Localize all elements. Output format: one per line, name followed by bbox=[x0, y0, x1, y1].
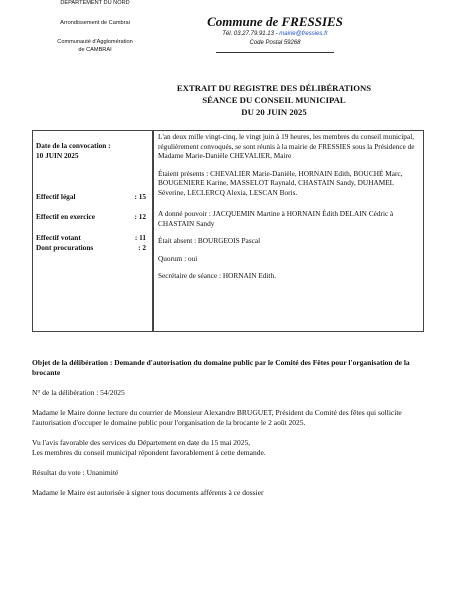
stat-row bbox=[36, 192, 146, 202]
stat-label: Effectif légal bbox=[36, 192, 76, 201]
stat-row bbox=[36, 212, 146, 222]
communaute-label: Communauté d'Agglomération de CAMBRAI bbox=[57, 39, 133, 53]
authorization-line: Madame le Maire est autorisée à signer tous documents afférents à ce dossier bbox=[32, 488, 264, 497]
postal-code: Code Postal 59268 bbox=[249, 40, 301, 46]
document-title bbox=[150, 82, 398, 118]
stat-label: Effectif en exercice bbox=[36, 212, 96, 221]
stat-row bbox=[36, 243, 146, 253]
convocation-date: 10 JUIN 2025 bbox=[36, 150, 79, 160]
convocation-label: Date de la convocation : bbox=[36, 141, 111, 150]
contact-line bbox=[190, 30, 360, 39]
absent-members: Était absent : BOURGEOIS Pascal bbox=[158, 236, 261, 245]
proxy-votes: A donné pouvoir : JACQUEMIN Martine à HORNAIN Édith DELAIN Cédric à CHASTAIN Sandy bbox=[158, 209, 394, 228]
paragraph-letter: Madame le Maire donne lecture du courrier de Monsieur Alexandre BRUGUET, Président du Comité des fêtes qui sollicite l'autorisation d'occuper le domaine public pour l'organisation de la brocante le 2 août 2025. bbox=[32, 408, 402, 427]
session-info-box bbox=[32, 130, 154, 332]
stat-value: : 15 bbox=[134, 192, 146, 201]
title-line-1: EXTRAIT DU REGISTRE DES DÉLIBÉRATIONS bbox=[176, 83, 372, 93]
arrondissement-label: Arrondissement de Cambrai bbox=[60, 19, 130, 26]
stat-label: Dont procurations bbox=[36, 243, 94, 252]
commune-title: Commune de FRESSIES bbox=[207, 14, 343, 29]
deliberation-body bbox=[32, 358, 424, 498]
quorum-line: Quorum : oui bbox=[158, 253, 198, 263]
stat-value: : 11 bbox=[134, 233, 146, 242]
present-members: Étaient présents : CHEVALIER Marie-Danièle, HORNAIN Edith, BOUCHÉ Marc, BOUGENIERE Karine, MASSELOT Raynald, CHASTAIN Sandy, DUHAMEL Séverine, LECLERCQ Alexia, LESCAN Boris. bbox=[158, 168, 403, 197]
attendance-content bbox=[158, 132, 420, 281]
department-label: DEPARTEMENT DU NORD bbox=[60, 0, 130, 6]
stat-value: : 2 bbox=[138, 243, 146, 252]
deliberation-number: N° de la délibération : 54/2025 bbox=[32, 388, 125, 397]
title-line-3: DU 20 JUIN 2025 bbox=[241, 107, 307, 117]
stat-row bbox=[36, 233, 146, 243]
header-left bbox=[40, 0, 150, 54]
secretary-line: Secrétaire de séance : HORNAIN Edith. bbox=[158, 271, 276, 280]
header-right bbox=[190, 14, 360, 53]
paragraph-response: Les membres du conseil municipal répondent favorablement à cette demande. bbox=[32, 448, 266, 457]
stat-label: Effectif votant bbox=[36, 233, 81, 242]
email-link[interactable]: mairie@fressies.fr bbox=[279, 31, 328, 37]
title-line-2: SÉANCE DU CONSEIL MUNICIPAL bbox=[202, 95, 346, 105]
tel-text: Tél. 03.27.79.91.13 - bbox=[222, 31, 278, 37]
vote-result: Résultat du vote : Unanimité bbox=[32, 468, 119, 477]
session-intro: L'an deux mille vingt-cinq, le vingt juin à 19 heures, les membres du conseil municipal, régulièrement convoqués, se sont réunis à la mairie de FRESSIES sous la Présidence de Madame Marie-Danièle CHEVALIER, Maire bbox=[158, 132, 415, 160]
convocation-block bbox=[36, 141, 111, 160]
deliberation-subject: Objet de la délibération : Demande d'autorisation du domaine public par le Comité des Fêtes pour l'organisation de la brocante bbox=[32, 358, 410, 377]
stat-value: : 12 bbox=[134, 212, 146, 221]
header-divider bbox=[216, 52, 334, 53]
paragraph-avis: Vu l'avis favorable des services du Département en date du 15 mai 2025, bbox=[32, 438, 251, 447]
attendance-box bbox=[152, 130, 424, 332]
